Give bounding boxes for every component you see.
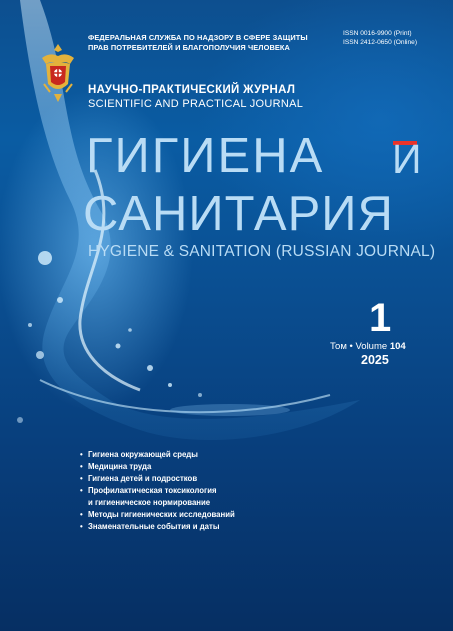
- topic-item: [80, 449, 280, 461]
- issn-online: ISSN 2412-0650 (Online): [343, 39, 418, 46]
- topic-label: Гигиена детей и подростков: [88, 474, 198, 483]
- publisher-agency: [88, 33, 338, 53]
- title-english: HYGIENE & SANITATION (RUSSIAN JOURNAL): [88, 243, 436, 260]
- title-word-1: ГИГИЕНА: [86, 129, 325, 183]
- journal-type-en: SCIENTIFIC AND PRACTICAL JOURNAL: [88, 98, 304, 110]
- topic-label: Знаменательные события и даты: [88, 522, 220, 531]
- issue-year: 2025: [361, 353, 389, 367]
- title-conjunction: И: [392, 136, 422, 182]
- topic-item: [80, 485, 280, 509]
- topic-label: Профилактическая токсикология: [88, 486, 217, 495]
- topic-label: Методы гигиенических исследований: [88, 510, 235, 519]
- topic-item: [80, 473, 280, 485]
- topic-item: [80, 509, 280, 521]
- topics-list: [80, 449, 280, 533]
- volume-number: 104: [389, 341, 406, 352]
- agency-line-2: ПРАВ ПОТРЕБИТЕЛЕЙ И БЛАГОПОЛУЧИЯ ЧЕЛОВЕКА: [88, 43, 290, 52]
- issue-number: 1: [369, 296, 392, 340]
- rospotrebnadzor-emblem-icon: [36, 40, 80, 104]
- topic-item: [80, 461, 280, 473]
- topic-label-line-2: и гигиеническое нормирование: [88, 498, 211, 507]
- agency-line-1: ФЕДЕРАЛЬНАЯ СЛУЖБА ПО НАДЗОРУ В СФЕРЕ ЗАЩИТЫ: [88, 33, 308, 42]
- issn-print: ISSN 0016-9900 (Print): [343, 30, 412, 37]
- topic-label: Медицина труда: [88, 462, 152, 471]
- journal-type-ru: НАУЧНО-ПРАКТИЧЕСКИЙ ЖУРНАЛ: [88, 84, 296, 96]
- issn-block: [343, 29, 417, 47]
- topic-label: Гигиена окружающей среды: [88, 450, 198, 459]
- volume-line: [330, 341, 406, 352]
- title-word-2: САНИТАРИЯ: [83, 187, 394, 241]
- volume-label: Том • Volume: [330, 341, 388, 352]
- topic-item: [80, 521, 280, 533]
